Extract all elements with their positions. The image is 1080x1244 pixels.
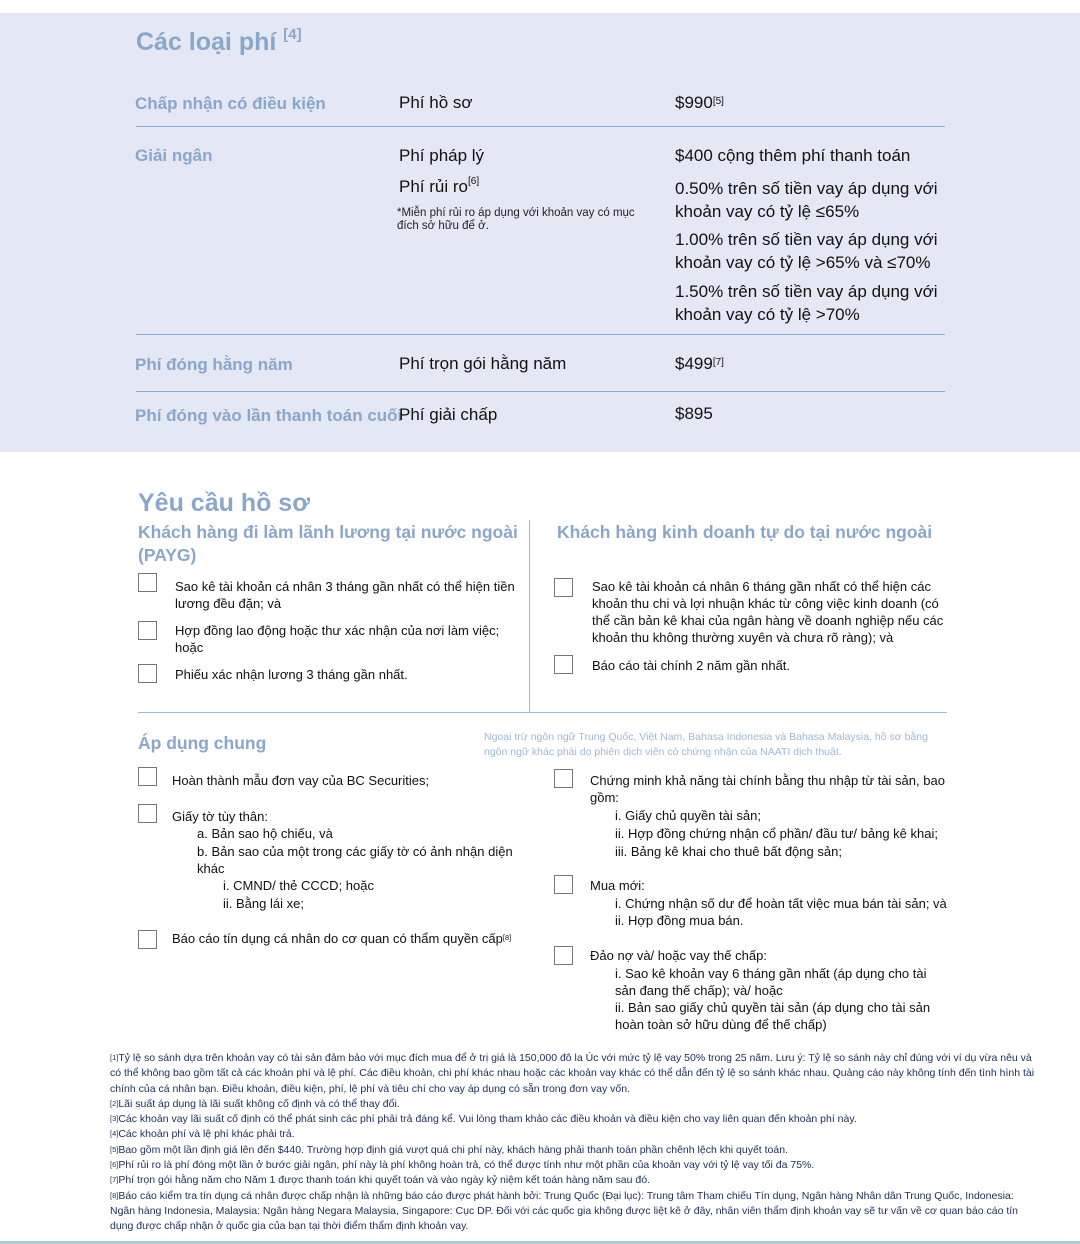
self-employed-heading: Khách hàng kinh doanh tự do tại nước ngoài [557, 522, 933, 542]
translation-note: Ngoại trừ ngôn ngữ Trung Quốc, Việt Nam, Bahasa Indonesia và Bahasa Malaysia, hồ sơ bằng ngôn ngữ khác phải do phiên dịch viên có chứng nhận của NAATI dịch thuật. [484, 731, 928, 758]
fee-name: Phí trọn gói hằng năm [399, 354, 567, 373]
fee-value: $400 cộng thêm phí thanh toán [675, 146, 911, 165]
footnote: [7]Phí trọn gói hằng năm cho Năm 1 được thanh toán khi quyết toán và vào ngày kỷ niệm kết toán hàng năm sau đó. [110, 1174, 651, 1187]
checkbox[interactable] [138, 573, 157, 592]
divider [136, 391, 945, 392]
checkbox[interactable] [138, 621, 157, 640]
checkbox[interactable] [554, 875, 573, 894]
requirement-subitem: ii. Bản sao giấy chủ quyền tài sản (áp dụng cho tài sản hoàn toàn sở hữu dùng để thế chấp) [615, 1000, 931, 1032]
requirement-item: Mua mới: [590, 878, 645, 893]
checkbox[interactable] [554, 769, 573, 788]
fee-name: Phí pháp lý [399, 146, 485, 165]
requirement-subitem: a. Bản sao hộ chiếu, và [197, 826, 333, 841]
fee-category: Chấp nhận có điều kiện [135, 94, 326, 113]
fees-title-ref: [4] [283, 26, 302, 43]
fee-value: $990[5] [675, 93, 724, 112]
requirement-item: Sao kê tài khoản cá nhân 6 tháng gần nhất có thể hiện các khoản thu chi và lợi nhuận khác từ công việc kinh doanh (có thể cần bản kê khai của ngân hàng về doanh nghiệp nếu các khoản thu không thường xuyên và chưa rõ ràng); và [592, 579, 944, 645]
requirement-item: Chứng minh khả năng tài chính bằng thu nhập từ tài sản, bao gồm: [590, 773, 945, 805]
requirement-subitem: iii. Bảng kê khai cho thuê bất động sản; [615, 844, 842, 859]
payg-heading: Khách hàng đi làm lãnh lương tại nước ngoài (PAYG) [138, 522, 518, 565]
top-strip [0, 0, 1080, 13]
requirement-subitem: ii. Hợp đồng mua bán. [615, 913, 744, 928]
footnote: [4]Các khoản phí và lệ phí khác phải trả. [110, 1128, 295, 1141]
requirement-item: Giấy tờ tùy thân: [172, 809, 268, 824]
requirement-subitem: i. Chứng nhận số dư để hoàn tất việc mua bán tài sản; và [615, 896, 947, 911]
requirement-subitem: ii. Bằng lái xe; [223, 896, 304, 911]
requirement-subitem: b. Bản sao của một trong các giấy tờ có ảnh nhận diện khác [197, 844, 513, 876]
requirements-title: Yêu cầu hồ sơ [138, 489, 310, 517]
column-divider [529, 520, 530, 713]
footnote: [5]Bao gồm một lần định giá lên đến $440. Trường hợp định giá vượt quá chi phí này, khách hàng phải thanh toán phần chênh lệch khi quyết toán. [110, 1143, 788, 1156]
fee-value: 1.50% trên số tiền vay áp dụng với khoản vay có tỷ lệ >70% [675, 282, 938, 324]
fee-value: 0.50% trên số tiền vay áp dụng với khoản vay có tỷ lệ ≤65% [675, 179, 938, 221]
fee-category: Phí đóng hằng năm [135, 355, 293, 374]
requirement-item: Sao kê tài khoản cá nhân 3 tháng gần nhất có thể hiện tiền lương đều đặn; và [175, 579, 515, 611]
checkbox[interactable] [138, 804, 157, 823]
checkbox[interactable] [554, 578, 573, 597]
requirement-subitem: i. Giấy chủ quyền tài sản; [615, 808, 761, 823]
fee-value: $895 [675, 404, 713, 423]
footnotes [110, 1051, 1035, 1235]
fee-note: *Miễn phí rủi ro áp dụng với khoản vay có mục đích sở hữu để ở. [397, 207, 635, 232]
requirement-subitem: i. CMND/ thẻ CCCD; hoặc [223, 878, 374, 893]
requirement-item: Phiếu xác nhận lương 3 tháng gần nhất. [175, 667, 408, 682]
requirement-subitem: ii. Hợp đồng chứng nhận cổ phần/ đầu tư/ bảng kê khai; [615, 826, 938, 841]
fee-value: 1.00% trên số tiền vay áp dụng với khoản vay có tỷ lệ >65% và ≤70% [675, 230, 938, 272]
checkbox[interactable] [554, 655, 573, 674]
fees-title: Các loại phí [4] [136, 26, 302, 56]
fee-name: Phí giải chấp [399, 405, 498, 424]
divider [136, 126, 945, 127]
requirement-item: Hợp đồng lao động hoặc thư xác nhận của nơi làm việc; hoặc [175, 623, 500, 655]
checkbox[interactable] [138, 664, 157, 683]
requirement-item: Đảo nợ và/ hoặc vay thế chấp: [590, 948, 767, 963]
footnote: [6]Phí rủi ro là phí đóng một lần ở bước giải ngân, phí này là phí không hoàn trả, có thể được tính như một phần của khoản vay với tỷ lệ vay tối đa 75%. [110, 1159, 815, 1172]
checkbox[interactable] [138, 767, 157, 786]
fee-category: Phí đóng vào lần thanh toán cuối [135, 406, 403, 425]
checkbox[interactable] [554, 946, 573, 965]
requirement-subitem: i. Sao kê khoản vay 6 tháng gần nhất (áp dụng cho tài sản đang thế chấp); và/ hoặc [615, 966, 927, 998]
footnote: [3]Các khoản vay lãi suất cố định có thể phát sinh các phí phải trả đáng kể. Vui lòng tham khảo các điều khoản và điều kiện cho vay liên quan đến khoản phí này. [110, 1113, 857, 1126]
divider [138, 712, 947, 713]
requirement-item: Báo cáo tín dụng cá nhân do cơ quan có thẩm quyền cấp[8] [172, 931, 512, 946]
footnote: [2]Lãi suất áp dụng là lãi suất không cố định và có thể thay đổi. [110, 1097, 400, 1110]
requirement-item: Báo cáo tài chính 2 năm gần nhất. [592, 658, 791, 673]
fee-name: Phí hồ sơ [399, 93, 473, 112]
checkbox[interactable] [138, 930, 157, 949]
requirement-item: Hoàn thành mẫu đơn vay của BC Securities; [172, 773, 430, 788]
divider [136, 334, 945, 335]
general-heading: Áp dụng chung [138, 733, 267, 753]
fee-name: Phí rủi ro[6] [399, 176, 480, 196]
fee-value: $499[7] [675, 354, 724, 373]
fee-category: Giải ngân [135, 146, 213, 165]
footnote: [1]Tỷ lệ so sánh dựa trên khoản vay có tài sản đảm bảo với mục đích mua để ở trị giá là 150,000 đô la Úc với mức tỷ lệ vay 50% trong 25 năm. Lưu ý: Tỷ lệ so sánh này chỉ đúng với ví dụ vừa nêu và có thể không bao gồm tất cả các khoản phí và lệ phí. Các điều khoản, chi phí khác nhau hoặc các khoản vay khác có thể dẫn đến tỷ lệ so sánh khác nhau. Quảng cáo này không tính đến tình hình tài chính của cá nhân bạn. Điều khoản, điều kiện, phí, lệ phí và tiêu chí cho vay áp dụng có sẵn trong đơn vay vốn. [110, 1052, 1035, 1095]
footnote: [8]Báo cáo kiểm tra tín dụng cá nhân được chấp nhận là những báo cáo được phát hành bởi: Trung Quốc (Đại lục): Trung tâm Tham chiếu Tín dụng, Ngân hàng Nhân dân Trung Quốc, Indonesia: Ngân hàng Indonesia, Malaysia: Ngân hàng Negara Malaysia, Singapore: Cục DP. Đối với các quốc gia không được liệt kê ở đây, nhân viên thẩm định khoản vay sẽ tư vấn về cơ quan báo cáo tín dụng được chấp nhận ở quốc gia của bạn tại thời điểm thẩm định khoản vay. [110, 1189, 1018, 1233]
